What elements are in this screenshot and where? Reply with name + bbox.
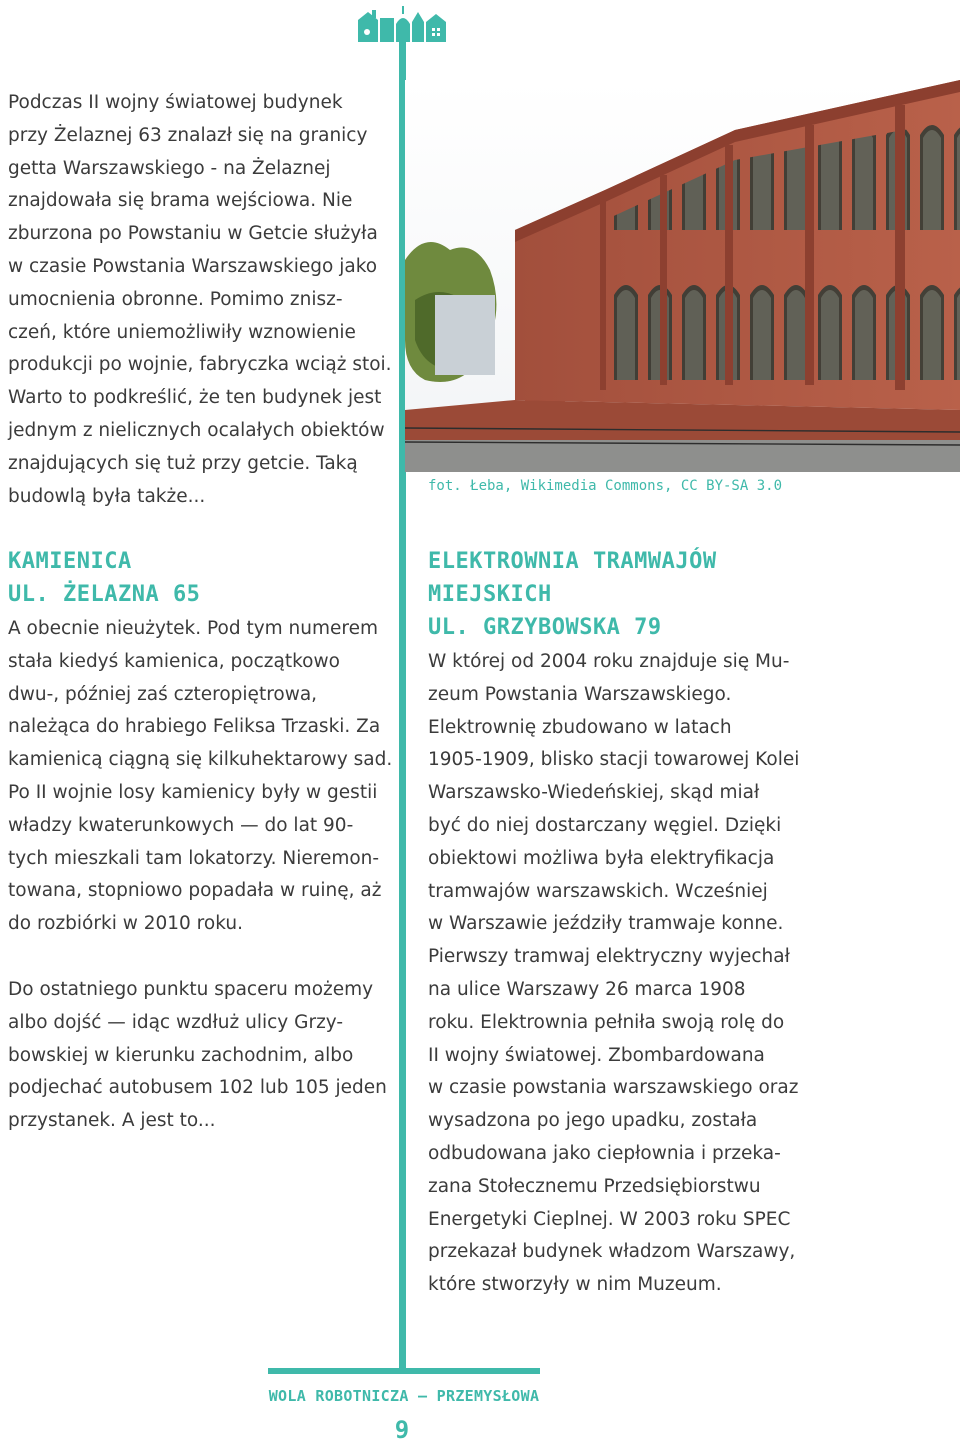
power-station-photo	[405, 80, 960, 472]
elektrownia-line: roku. Elektrownia pełniła swoją rolę do	[428, 1011, 785, 1033]
kamienica-heading	[8, 545, 200, 611]
kamienica-heading-line: UL. ŻELAZNA 65	[8, 582, 201, 607]
intro-line: produkcji po wojnie, fabryczka wciąż stoi.	[8, 354, 392, 376]
elektrownia-line: w czasie powstania warszawskiego oraz	[428, 1077, 799, 1099]
elektrownia-line: zeum Powstania Warszawskiego.	[428, 683, 732, 705]
elektrownia-line: tramwajów warszawskich. Wcześniej	[428, 880, 768, 902]
walk-line: przystanek. A jest to...	[8, 1110, 216, 1132]
elektrownia-line: które stworzyły w nim Muzeum.	[428, 1274, 722, 1296]
elektrownia-line: obiektowi możliwa była elektryfikacja	[428, 847, 775, 869]
kamienica-line: stała kiedyś kamienica, początkowo	[8, 650, 340, 672]
elektrownia-line: odbudowana jako ciepłownia i przeka-	[428, 1142, 781, 1164]
kamienica-line: Po II wojnie losy kamienicy były w gestii	[8, 781, 378, 803]
walk-paragraph	[8, 974, 387, 1138]
elektrownia-line: Elektrownię zbudowano w latach	[428, 716, 732, 738]
intro-paragraph	[8, 87, 392, 513]
kamienica-line: dwu-, później zaś czteropiętrowa,	[8, 683, 318, 705]
intro-line: zburzona po Powstaniu w Getcie służyła	[8, 223, 378, 245]
walk-line: albo dojść — idąc wzdłuż ulicy Grzy-	[8, 1011, 344, 1033]
elektrownia-line: II wojny światowej. Zbombardowana	[428, 1044, 765, 1066]
elektrownia-line: 1905-1909, blisko stacji towarowej Kolei	[428, 749, 800, 771]
footer-divider	[268, 1368, 540, 1374]
kamienica-line: władzy kwaterunkowych — do lat 90-	[8, 814, 354, 836]
intro-line: getta Warszawskiego - na Żelaznej	[8, 157, 331, 179]
intro-line: umocnienia obronne. Pomimo znisz-	[8, 288, 343, 310]
intro-line: znajdowała się brama wejściowa. Nie	[8, 190, 353, 212]
elektrownia-line: Energetyki Cieplnej. W 2003 roku SPEC	[428, 1208, 791, 1230]
elektrownia-line: być do niej dostarczany węgiel. Dzięki	[428, 814, 782, 836]
kamienica-heading-line: KAMIENICA	[8, 549, 132, 574]
intro-line: budowlą była także...	[8, 485, 206, 507]
elektrownia-line: W której od 2004 roku znajduje się Mu-	[428, 651, 790, 672]
kamienica-paragraph	[8, 613, 392, 941]
elektrownia-line: przekazał budynek władzom Warszawy,	[428, 1241, 796, 1263]
intro-line: znajdujących się tuż przy getcie. Taką	[8, 452, 358, 474]
walk-line: Do ostatniego punktu spaceru możemy	[8, 979, 374, 1000]
intro-line: Podczas II wojny światowej budynek	[8, 92, 343, 113]
elektrownia-heading-line: UL. GRZYBOWSKA 79	[428, 615, 662, 640]
kamienica-line: kamienicą ciągną się kilkuhektarowy sad.	[8, 749, 393, 771]
elektrownia-paragraph	[428, 646, 799, 1302]
intro-line: przy Żelaznej 63 znalazł się na granicy	[8, 124, 368, 146]
intro-line: jednym z nielicznych ocalałych obiektów	[8, 419, 385, 441]
elektrownia-line: zana Stołecznemu Przedsiębiorstwu	[428, 1175, 761, 1197]
walk-line: podjechać autobusem 102 lub 105 jeden	[8, 1077, 387, 1099]
kamienica-line: należąca do hrabiego Feliksa Trzaski. Za	[8, 716, 381, 738]
elektrownia-heading	[428, 545, 717, 644]
page-number: 9	[394, 1416, 410, 1444]
kamienica-line: A obecnie nieużytek. Pod tym numerem	[8, 618, 379, 639]
intro-line: w czasie Powstania Warszawskiego jako	[8, 255, 378, 277]
kamienica-line: do rozbiórki w 2010 roku.	[8, 913, 243, 935]
elektrownia-line: Warszawsko-Wiedeńskiej, skąd miał	[428, 782, 760, 804]
intro-line: Warto to podkreślić, że ten budynek jest	[8, 387, 382, 409]
photo-caption: fot. Łeba, Wikimedia Commons, CC BY-SA 3.0	[428, 478, 783, 494]
elektrownia-line: wysadzona po jego upadku, została	[428, 1110, 758, 1132]
kamienica-line: towana, stopniowo popadała w ruinę, aż	[8, 880, 382, 902]
elektrownia-heading-line: MIEJSKICH	[428, 582, 552, 607]
elektrownia-line: na ulice Warszawy 26 marca 1908	[428, 978, 746, 1000]
footer-title: WOLA ROBOTNICZA – PRZEMYSŁOWA	[268, 1387, 540, 1405]
intro-line: czeń, które uniemożliwiły wznowienie	[8, 321, 356, 343]
walk-line: bowskiej w kierunku zachodnim, albo	[8, 1044, 354, 1066]
elektrownia-line: Pierwszy tramwaj elektryczny wyjechał	[428, 946, 790, 968]
kamienica-line: tych mieszkali tam lokatorzy. Nieremon-	[8, 847, 380, 869]
elektrownia-line: w Warszawie jeździły tramwaje konne.	[428, 913, 784, 935]
elektrownia-heading-line: ELEKTROWNIA TRAMWAJÓW	[428, 549, 717, 574]
